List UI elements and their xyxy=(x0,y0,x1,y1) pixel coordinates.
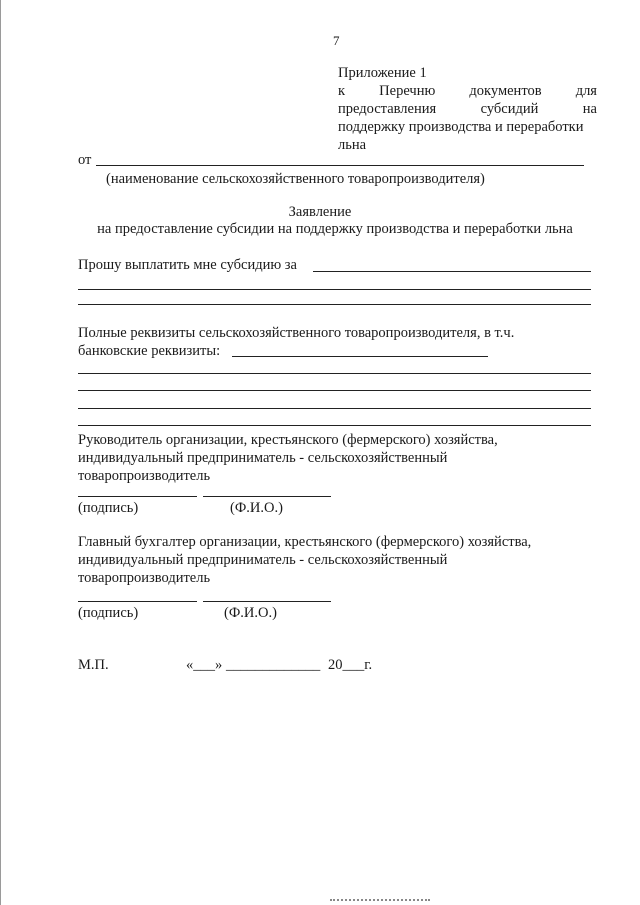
statement-title: Заявление xyxy=(288,204,352,220)
requisites-fill-line[interactable] xyxy=(78,425,591,426)
date-year-field[interactable]: 20___г. xyxy=(328,657,373,673)
request-label: Прошу выплатить мне субсидию за xyxy=(78,257,297,273)
from-label: от xyxy=(78,152,92,168)
accountant-title-line-1: Главный бухгалтер организации, крестьянского (фермерского) хозяйства, xyxy=(78,534,532,550)
appendix-word: для xyxy=(575,83,597,99)
accountant-title-line-3: товаропроизводитель xyxy=(78,570,211,586)
from-caption: (наименование сельскохозяйственного товаропроизводителя) xyxy=(106,171,485,187)
head-title-line-2: индивидуальный предприниматель - сельскохозяйственный xyxy=(78,450,448,466)
requisites-line-1: Полные реквизиты сельскохозяйственного товаропроизводителя, в т.ч. xyxy=(78,325,515,341)
head-title-line-3: товаропроизводитель xyxy=(78,468,211,484)
appendix-word: документов xyxy=(469,83,542,99)
head-name-line[interactable] xyxy=(203,496,331,497)
appendix-block xyxy=(338,64,597,154)
requisites-fill-line[interactable] xyxy=(78,408,591,409)
appendix-word: к xyxy=(338,83,346,99)
request-fill-line[interactable] xyxy=(78,289,591,290)
accountant-name-caption: (Ф.И.О.) xyxy=(224,605,277,621)
scan-edge xyxy=(0,0,1,905)
appendix-line-2 xyxy=(338,100,597,118)
accountant-name-line[interactable] xyxy=(203,601,331,602)
accountant-title-line-2: индивидуальный предприниматель - сельскохозяйственный xyxy=(78,552,448,568)
from-fill-line[interactable] xyxy=(96,165,584,166)
appendix-word: субсидий xyxy=(480,101,539,117)
date-day-field[interactable]: «___» xyxy=(186,657,223,673)
head-name-caption: (Ф.И.О.) xyxy=(230,500,283,516)
request-fill-line[interactable] xyxy=(78,304,591,305)
request-fill-line[interactable] xyxy=(313,271,591,272)
appendix-word: Перечню xyxy=(379,83,436,99)
requisites-fill-line[interactable] xyxy=(78,373,591,374)
requisites-fill-line[interactable] xyxy=(232,356,488,357)
accountant-signature-line[interactable] xyxy=(78,601,197,602)
appendix-title: Приложение 1 xyxy=(338,65,427,81)
appendix-line-4: льна xyxy=(338,137,367,153)
scan-artifact xyxy=(330,899,430,904)
head-signature-caption: (подпись) xyxy=(78,500,139,516)
stamp-label: М.П. xyxy=(78,657,109,673)
accountant-signature-caption: (подпись) xyxy=(78,605,139,621)
head-signature-line[interactable] xyxy=(78,496,197,497)
requisites-line-2: банковские реквизиты: xyxy=(78,343,221,359)
head-title-line-1: Руководитель организации, крестьянского (фермерского) хозяйства, xyxy=(78,432,498,448)
page-number: 7 xyxy=(333,33,340,48)
date-month-field[interactable]: _____________ xyxy=(226,657,321,673)
appendix-word: предоставления xyxy=(338,101,437,117)
appendix-line-3: поддержку производства и переработки xyxy=(338,119,584,135)
appendix-line-1 xyxy=(338,82,597,100)
requisites-fill-line[interactable] xyxy=(78,390,591,391)
statement-subtitle: на предоставление субсидии на поддержку производства и переработки льна xyxy=(97,221,573,237)
appendix-word: на xyxy=(582,101,597,117)
